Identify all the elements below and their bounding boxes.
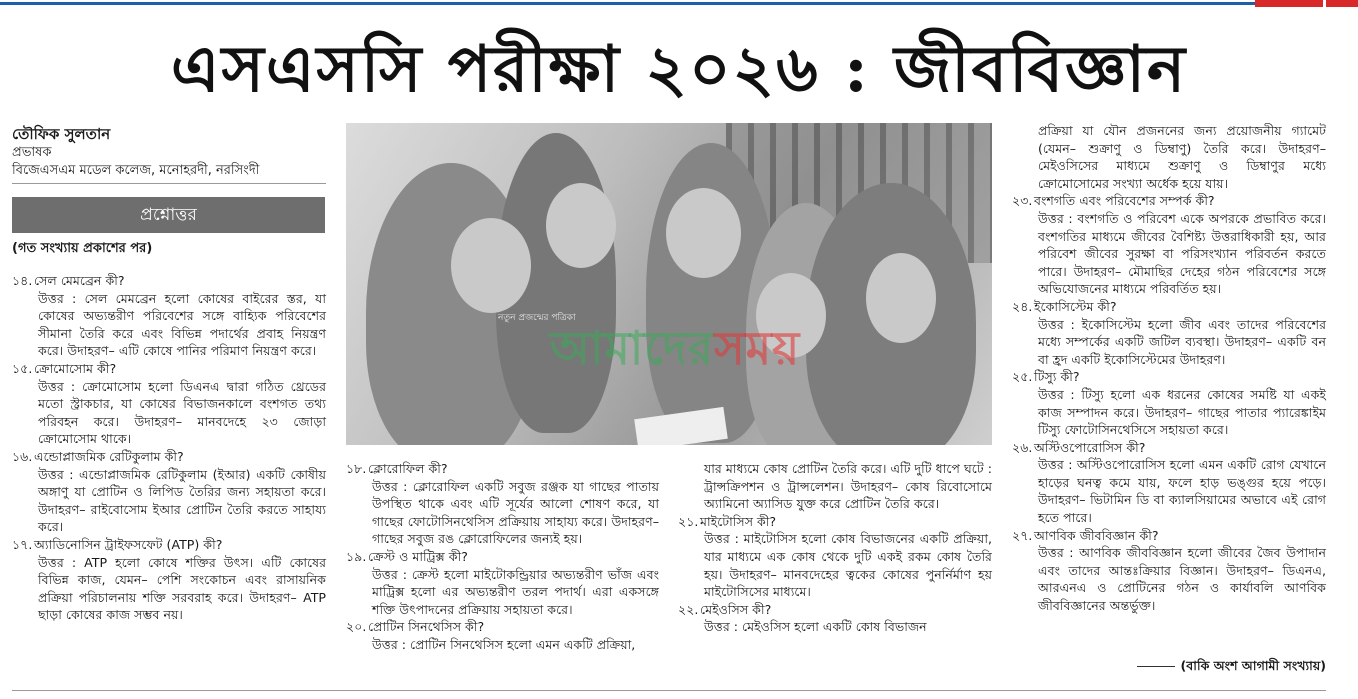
- answer-text: উত্তর : ক্রোমোসোম হলো ডিএনএ দ্বারা গঠিত থ্রেডের মতো স্ট্রাকচার, যা কোষের বিভাজনকালে বংশগত তথ্য পরিবহন করে। উদাহরণ– মানবদেহে ২৩ জোড়া ক্রোমোসোম থাকে।: [38, 378, 326, 447]
- answer-text: উত্তর : আণবিক জীববিজ্ঞান হলো জীবের জৈব উপাদান এবং তাদের আন্তঃক্রিয়ার বিজ্ঞান। উদাহরণ– ডিএনএ, আরএনএ ও প্রোটিনের গঠন ও কার্যাবলি আণবিক জীববিজ্ঞানের অন্তর্ভুক্ত।: [1038, 545, 1326, 614]
- answer-text: উত্তর : অস্টিওপোরোসিস হলো এমন একটি রোগ যেখানে হাড়ের ঘনত্ব কমে যায়, ফলে হাড় ভঙ্গুর হয়ে পড়ে। উদাহরণ– ভিটামিন ডি বা ক্যালসিয়ামের অভাবে এই রোগ হতে পারে।: [1038, 457, 1326, 526]
- question-text: টিস্যু কী?: [1034, 369, 1080, 385]
- question-number: ১৪.: [12, 273, 33, 288]
- qa-item: [1012, 368, 1326, 438]
- section-title-box: প্রশ্নোত্তর: [12, 197, 325, 233]
- qa-item: [346, 618, 659, 653]
- author-name: তৌফিক সুলতান: [12, 125, 111, 143]
- qa-item: [346, 460, 659, 548]
- answer-text: উত্তর : ইকোসিস্টেম হলো জীব এবং তাদের পরিবেশের মধ্যে সম্পর্কের একটি জটিল ব্যবস্থা। উদাহরণ– একটি বন বা হ্রদ একটি ইকোসিস্টেমের উদাহরণ।: [1038, 316, 1326, 367]
- question-number: ১৭.: [12, 536, 33, 552]
- answer-text: উত্তর : মেইওসিস হলো একটি কোষ বিভাজন: [704, 619, 927, 635]
- footnote-text: (বাকি অংশ আগামী সংখ্যায়): [1180, 658, 1326, 673]
- footnote-dash: [1137, 666, 1175, 667]
- top-blue-rule: [0, 2, 1255, 5]
- photo-face: [546, 183, 616, 268]
- question-text: অস্টিওপোরোসিস কী?: [1034, 439, 1146, 455]
- headline: এসএসসি পরীক্ষা ২০২৬ : জীববিজ্ঞান: [170, 32, 1188, 107]
- question-number: ২০.: [346, 619, 367, 635]
- answer-continuation: প্রক্রিয়া যা যৌন প্রজননের জন্য প্রয়োজনীয় গ্যামেট (যেমন– শুক্রাণু ও ডিম্বাণু) তৈরি করে। উদাহরণ– মেইওসিসের মাধ্যমে শুক্রাণু ও ডিম্বাণুর মধ্যে ক্রোমোসোমের সংখ্যা অর্ধেক হয়ে যায়।: [1038, 123, 1326, 191]
- question-text: এন্ডোপ্লাজমিক রেটিকুলাম কী?: [34, 448, 184, 464]
- students-photo: [346, 123, 992, 445]
- qa-item: [1012, 192, 1326, 298]
- question-number: ১৯.: [346, 548, 367, 564]
- photo-face: [666, 188, 741, 278]
- question-number: ২৪.: [1012, 298, 1033, 314]
- continuation-note: (গত সংখ্যায় প্রকাশের পর): [12, 241, 153, 256]
- question-text: প্রোটিন সিনথেসিস কী?: [368, 619, 485, 635]
- question-text: অ্যাডিনোসিন ট্রাইফসফেট (ATP) কী?: [34, 536, 223, 552]
- top-color-bar: [0, 0, 1358, 8]
- qa-item: [12, 360, 326, 448]
- photo-paper: [634, 407, 728, 445]
- answer-text: উত্তর : বংশগতি ও পরিবেশ একে অপরকে প্রভাবিত করে। বংশগতির মাধ্যমে জীবের বৈশিষ্ট্য উত্তরাধিকারী হয়, আর পরিবেশ জীবের সুরক্ষা বা পরিসংখ্যান পরিবর্তন করতে পারে। উদাহরণ– মৌমাছির দেহের গঠন পরিবেশের সঙ্গে অভিযোজনের মাধ্যমে পরিবর্তিত হয়।: [1038, 210, 1326, 297]
- answer-text: উত্তর : ক্লোরোফিল একটি সবুজ রঞ্জক যা গাছের পাতায় উপস্থিত থাকে এবং এটি সূর্যের আলো শোষণ করে, যা গাছের ফোটোসিনথেসিস প্রক্রিয়ায় সাহায্য করে। উদাহরণ– গাছের সবুজ রঙ ক্লোরোফিলের জন্যই হয়।: [372, 478, 659, 547]
- qa-column-left: [12, 272, 326, 624]
- answer-text: উত্তর : প্রোটিন সিনথেসিস হলো এমন একটি প্রক্রিয়া,: [372, 636, 636, 652]
- author-role: প্রভাষক: [12, 145, 52, 160]
- author-block: [12, 124, 326, 184]
- qa-item: [346, 548, 659, 618]
- question-number: ২৭.: [1012, 527, 1033, 543]
- answer-text: উত্তর : সেল মেমব্রেন হলো কোষের বাইরের স্তর, যা কোষের অভ্যন্তরীণ পরিবেশের সঙ্গে বাহ্যিক পরিবেশের সীমানা তৈরি করে এবং বিভিন্ন পদার্থের প্রবাহ নিয়ন্ত্রণ করে। উদাহরণ– এটি কোষে পানির পরিমাণ নিয়ন্ত্রণ করে।: [38, 290, 326, 359]
- watermark-tagline: নতুন প্রজন্মের পত্রিকা: [498, 313, 576, 323]
- question-text: ক্রেস্ট ও মাট্রিক্স কী?: [368, 548, 468, 564]
- question-text: ইকোসিস্টেম কী?: [1034, 298, 1117, 314]
- question-number: ২২.: [678, 601, 699, 617]
- answer-continuation: যার মাধ্যমে কোষ প্রোটিন তৈরি করে। এটি দুটি ধাপে ঘটে : ট্রান্সক্রিপশন ও ট্রান্সলেশন। উদাহরণ– কোষ রিবোসোমে অ্যামিনো অ্যাসিড যুক্ত করে প্রোটিন তৈরি করে।: [704, 461, 992, 512]
- qa-item: [12, 536, 326, 624]
- question-number: ২৩.: [1012, 193, 1033, 209]
- question-number: ২১.: [678, 513, 699, 529]
- question-number: ১৫.: [12, 360, 33, 376]
- qa-item: [678, 513, 992, 601]
- answer-text: উত্তর : ক্রেস্ট হলো মাইটোকন্ড্রিয়ার অভ্যন্তরীণ ভাঁজ এবং মাট্রিক্স হলো এর অভ্যন্তরীণ তরল পদার্থ। এরা একসঙ্গে শক্তি উৎপাদনের প্রক্রিয়ায় সহায়তা করে।: [372, 566, 659, 617]
- answer-text: উত্তর : এন্ডোপ্লাজমিক রেটিকুলাম (ইআর) একটি কোষীয় অঙ্গাণু যা প্রোটিন ও লিপিড তৈরির জন্য সহায়তা করে। উদাহরণ– রাইবোসোম ইআর প্রোটিন তৈরি করতে সাহায্য করে।: [38, 466, 326, 535]
- answer-text: উত্তর : ATP হলো কোষে শক্তির উৎস। এটি কোষের বিভিন্ন কাজ, যেমন– পেশি সংকোচন এবং রাসায়নিক প্রক্রিয়া পরিচালনায় শক্তি সরবরাহ করে। উদাহরণ– ATP ছাড়া কোষের কাজ সম্ভব নয়।: [38, 554, 326, 623]
- newspaper-watermark-logo: [505, 320, 845, 376]
- question-text: আণবিক জীববিজ্ঞান কী?: [1034, 527, 1159, 543]
- question-text: ক্লোরোফিল কী?: [368, 461, 448, 476]
- question-text: ক্রোমোসোম কী?: [34, 360, 117, 376]
- photo-face: [451, 218, 531, 313]
- watermark-main: আমাদের: [549, 321, 715, 375]
- question-text: মেইওসিস কী?: [700, 601, 772, 617]
- question-number: ১৮.: [346, 461, 367, 476]
- qa-item: [1012, 527, 1326, 615]
- qa-column-right: [1012, 122, 1326, 615]
- question-number: ২৫.: [1012, 369, 1033, 385]
- question-text: মাইটোসিস কী?: [700, 513, 777, 529]
- bottom-rule: [12, 690, 1326, 691]
- qa-item: [12, 448, 326, 536]
- top-red-tab: [1255, 0, 1358, 7]
- answer-text: উত্তর : মাইটোসিস হলো কোষ বিভাজনের একটি প্রক্রিয়া, যার মাধ্যমে এক কোষ থেকে দুটি একই রকম কোষ তৈরি হয়। উদাহরণ– মানবদেহের ত্বকের কোষের পুনর্নির্মাণ হয় মাইটোসিসের মাধ্যমে।: [704, 531, 992, 600]
- author-institution: বিজেএসএম মডেল কলেজ, মনোহরদী, নরসিংদী: [12, 162, 326, 184]
- question-text: বংশগতি এবং পরিবেশের সম্পর্ক কী?: [1034, 193, 1215, 209]
- photo-face: [866, 253, 936, 343]
- qa-item: [12, 272, 326, 360]
- question-number: ১৬.: [12, 448, 33, 464]
- question-text: সেল মেমব্রেন কী?: [34, 273, 125, 288]
- qa-column-mid-a: [346, 460, 659, 654]
- continued-footnote: [1120, 657, 1326, 675]
- answer-text: উত্তর : টিস্যু হলো এক ধরনের কোষের সমষ্টি যা একই কাজ সম্পাদন করে। উদাহরণ– গাছের পাতার প্যারেঙ্কাইম টিস্যু ফোটোসিনথেসিসে সহায়তা করে।: [1038, 386, 1326, 438]
- qa-item: [1012, 439, 1326, 527]
- qa-column-mid-b: [678, 460, 992, 636]
- qa-item: [1012, 298, 1326, 368]
- watermark-accent: সময়: [714, 321, 801, 375]
- question-number: ২৬.: [1012, 439, 1033, 455]
- qa-item: [678, 601, 992, 636]
